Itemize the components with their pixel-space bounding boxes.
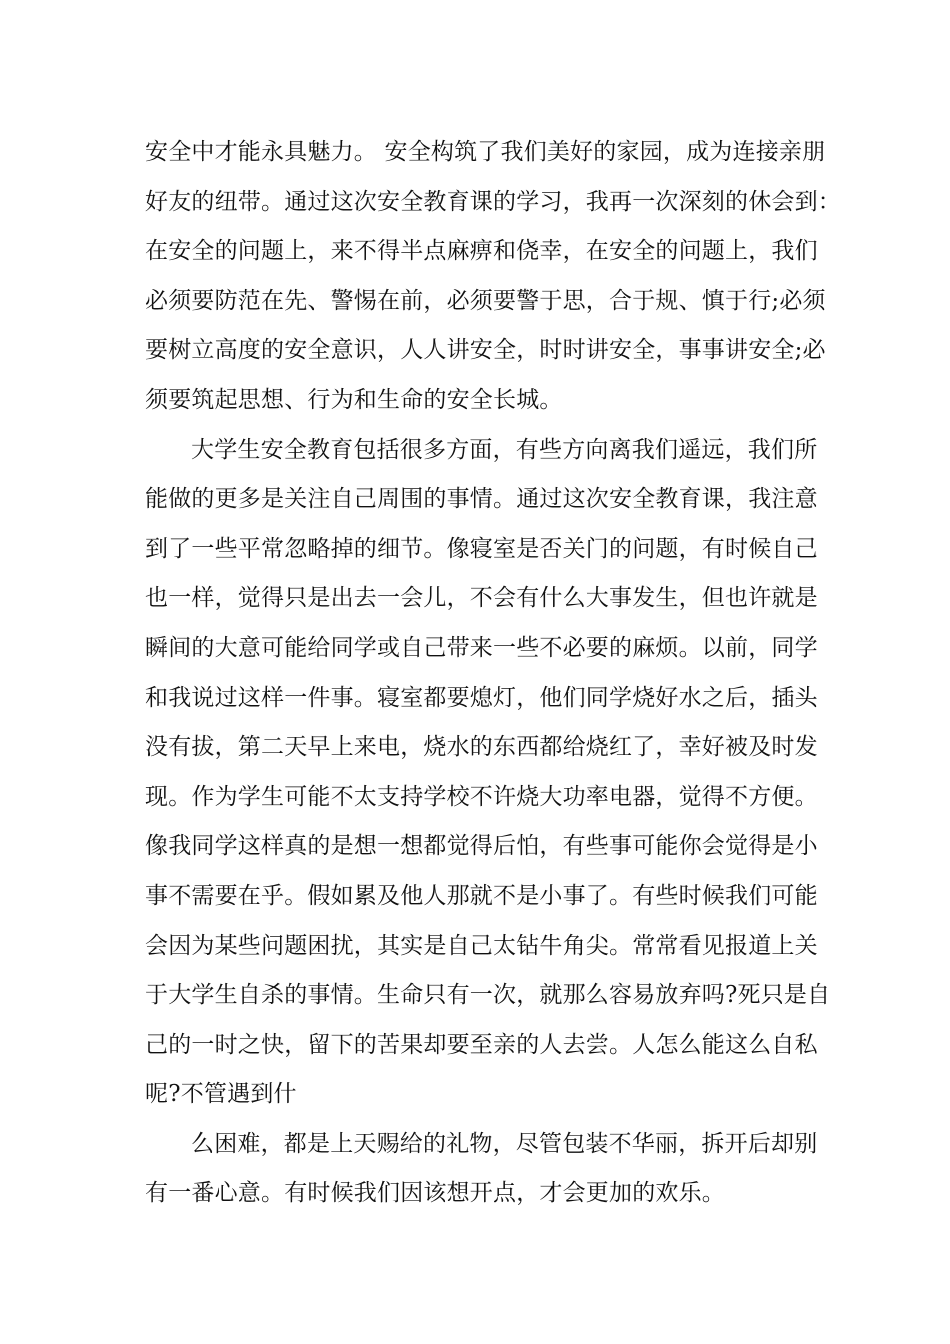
paragraph-3 bbox=[145, 1120, 818, 1219]
text-line: 现。作为学生可能不太支持学校不许烧大功率电器，觉得不方便。 bbox=[145, 783, 818, 810]
text-line: 呢?不管遇到什 bbox=[145, 1081, 297, 1108]
text-line: 须要筑起思想、行为和生命的安全长城。 bbox=[145, 386, 563, 413]
text-line: 于大学生自杀的事情。生命只有一次，就那么容易放弃吗?死只是自 bbox=[145, 982, 831, 1009]
paragraph-1 bbox=[145, 128, 841, 426]
text-line: 没有拔，第二天早上来电，烧水的东西都给烧红了，幸好被及时发 bbox=[145, 734, 818, 761]
text-line: 必须要防范在先、警惕在前，必须要警于思，合于规、慎于行;必须 bbox=[145, 287, 826, 314]
text-line: 己的一时之快，留下的苦果却要至亲的人去尝。人怎么能这么自私 bbox=[145, 1031, 818, 1058]
text-line: 好友的纽带。通过这次安全教育课的学习，我再一次深刻的休会到： bbox=[145, 188, 841, 215]
text-line: 会因为某些问题困扰，其实是自己太钻牛角尖。常常看见报道上关 bbox=[145, 932, 818, 959]
text-line: 大学生安全教育包括很多方面，有些方向离我们遥远，我们所 bbox=[191, 436, 818, 463]
paragraph-2 bbox=[145, 426, 831, 1120]
text-line: 能做的更多是关注自己周围的事情。通过这次安全教育课，我注意 bbox=[145, 486, 818, 513]
document-body bbox=[145, 128, 841, 1219]
text-line: 也一样，觉得只是出去一会儿，不会有什么大事发生，但也许就是 bbox=[145, 585, 818, 612]
text-line: 么困难，都是上天赐给的礼物，尽管包装不华丽，拆开后却别 bbox=[191, 1130, 818, 1157]
text-line: 瞬间的大意可能给同学或自己带来一些不必要的麻烦。以前，同学 bbox=[145, 634, 818, 661]
text-line: 安全中才能永具魅力。 安全构筑了我们美好的家园，成为连接亲朋 bbox=[145, 139, 826, 165]
text-line: 要树立高度的安全意识，人人讲安全，时时讲安全，事事讲安全;必 bbox=[145, 337, 826, 364]
text-line: 事不需要在乎。假如累及他人那就不是小事了。有些时候我们可能 bbox=[145, 882, 818, 909]
text-line: 到了一些平常忽略掉的细节。像寝室是否关门的问题，有时候自己 bbox=[145, 535, 818, 562]
text-line: 像我同学这样真的是想一想都觉得后怕，有些事可能你会觉得是小 bbox=[145, 833, 818, 860]
text-line: 在安全的问题上，来不得半点麻痹和侥幸，在安全的问题上，我们 bbox=[145, 238, 818, 265]
text-line: 有一番心意。有时候我们因该想开点，才会更加的欢乐。 bbox=[145, 1180, 725, 1207]
text-line: 和我说过这样一件事。寝室都要熄灯，他们同学烧好水之后，插头 bbox=[145, 684, 818, 711]
